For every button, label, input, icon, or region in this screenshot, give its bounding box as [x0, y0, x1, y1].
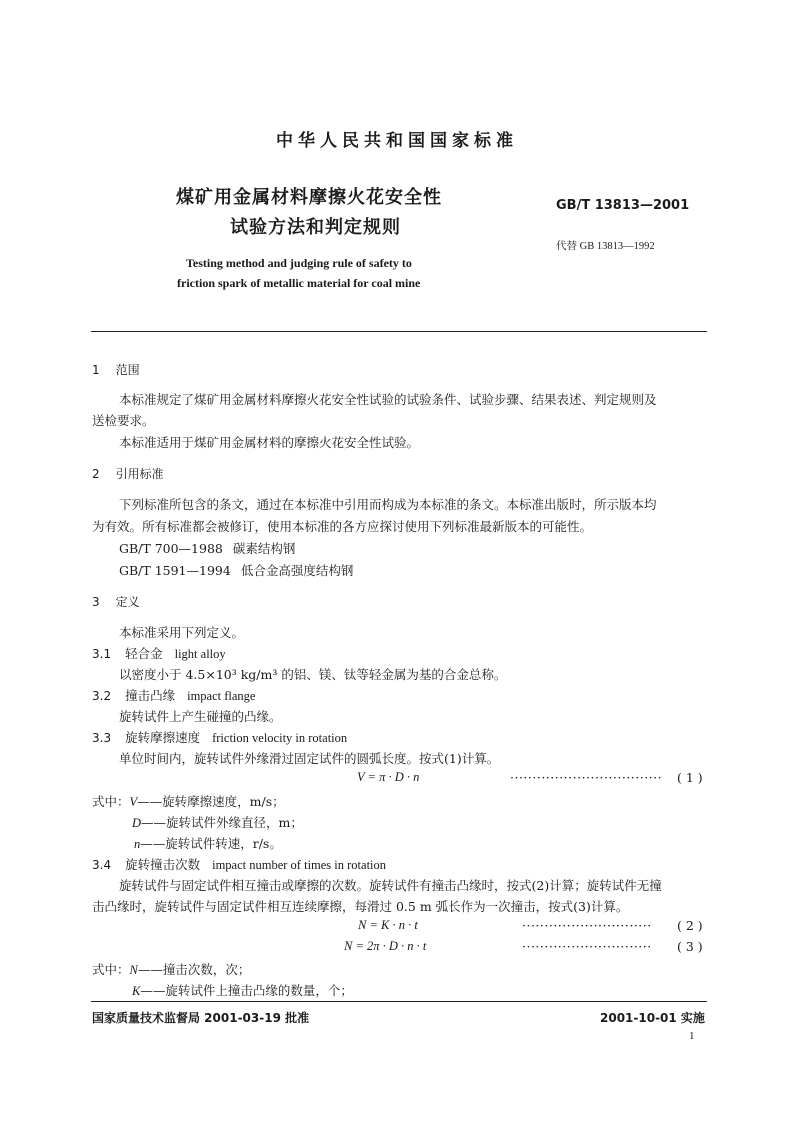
definition-3-4-heading: [92, 855, 386, 873]
dash: ——: [140, 983, 166, 998]
dash: ——: [141, 815, 167, 830]
definition-number: 3.3: [92, 731, 112, 745]
symbol-description: 撞击次数，次；: [162, 962, 251, 977]
symbol: D: [132, 816, 142, 830]
where-line: [132, 813, 303, 831]
paragraph: 本标准规定了煤矿用金属材料摩擦火花安全性试验的试验条件、试验步骤、结果表述、判定规则及: [119, 392, 657, 407]
where-line: [132, 981, 353, 999]
national-standard-title: 中华人民共和国国家标准: [276, 131, 518, 151]
section-title: 范围: [115, 363, 140, 377]
equation-3-number: ( 3 ): [677, 939, 703, 954]
dash: ——: [137, 794, 163, 809]
where-prefix: 式中：: [92, 962, 130, 977]
reference-name: 碳素结构钢: [232, 541, 296, 556]
equation-leader: ··································: [510, 770, 663, 785]
symbol-description: 旋转试件外缘直径，m；: [166, 815, 303, 830]
footer-divider: [91, 1001, 707, 1002]
paragraph-cont: 送检要求。: [92, 413, 155, 428]
section-title: 定义: [115, 595, 140, 609]
section-1-heading: [92, 361, 140, 378]
where-line: [92, 960, 250, 978]
english-title-line2: friction spark of metallic material for coal mine: [177, 276, 421, 290]
approval-line: 国家质量技术监督局 2001-03-19 批准: [92, 1011, 310, 1025]
symbol-description: 旋转试件上撞击凸缘的数量，个；: [165, 983, 353, 998]
definition-term-en: light alloy: [174, 647, 226, 661]
paragraph: 旋转试件与固定试件相互撞击或摩擦的次数。旋转试件有撞击凸缘时，按式(2)计算；旋转试件无撞: [119, 878, 662, 893]
definition-number: 3.1: [92, 647, 112, 661]
section-3-heading: [92, 593, 140, 610]
header-divider: [91, 331, 707, 332]
definition-term-en: impact number of times in rotation: [212, 858, 387, 872]
symbol: K: [132, 984, 141, 998]
equation-3: N = 2π · D · n · t: [344, 939, 427, 953]
equation-leader: ·····························: [522, 939, 652, 954]
document-title-line2: 试验方法和判定规则: [230, 217, 401, 238]
paragraph-cont: 为有效。所有标准都会被修订，使用本标准的各方应探讨使用下列标准最新版本的可能性。: [92, 519, 593, 534]
reference-code: GB/T 700—1988: [119, 541, 223, 556]
paragraph-cont: 击凸缘时，旋转试件与固定试件相互连续摩擦，每滑过 0.5 m 弧长作为一次撞击，按式(3)计算。: [92, 899, 629, 914]
paragraph: 旋转试件上产生碰撞的凸缘。: [119, 709, 282, 724]
paragraph: 本标准适用于煤矿用金属材料的摩擦火花安全性试验。: [119, 435, 420, 450]
paragraph: 单位时间内，旋转试件外缘滑过固定试件的圆弧长度。按式(1)计算。: [119, 751, 500, 766]
section-2-heading: [92, 465, 164, 482]
definition-number: 3.2: [92, 689, 112, 703]
equation-1: V = π · D · n: [357, 770, 420, 784]
definition-term-en: impact flange: [187, 689, 256, 703]
implementation-date: 2001-10-01 实施: [600, 1011, 705, 1025]
replaces-standard: 代替 GB 13813—1992: [556, 241, 655, 252]
equation-2: N = K · n · t: [358, 918, 418, 932]
paragraph: 下列标准所包含的条文，通过在本标准中引用而构成为本标准的条文。本标准出版时，所示版本均: [119, 497, 657, 512]
english-title-line1: Testing method and judging rule of safety to: [186, 256, 412, 270]
paragraph: 本标准采用下列定义。: [119, 625, 245, 640]
where-line: [134, 834, 282, 852]
symbol: n: [134, 837, 141, 851]
where-prefix: 式中：: [92, 794, 130, 809]
symbol: V: [129, 795, 138, 809]
reference-name: 低合金高强度结构钢: [240, 563, 354, 578]
definition-term-cn: 轻合金: [125, 646, 163, 661]
definition-3-1-heading: [92, 644, 226, 662]
section-number: 2: [92, 467, 100, 481]
definition-number: 3.4: [92, 858, 112, 872]
definition-term-cn: 旋转撞击次数: [125, 857, 201, 872]
reference-item: [119, 561, 353, 579]
definition-3-2-heading: [92, 686, 255, 704]
standard-number: GB/T 13813—2001: [556, 198, 690, 213]
equation-1-number: ( 1 ): [677, 770, 703, 785]
definition-term-cn: 撞击凸缘: [125, 688, 176, 703]
symbol: N: [129, 963, 138, 977]
document-title-line1: 煤矿用金属材料摩擦火花安全性: [176, 187, 442, 208]
definition-term-en: friction velocity in rotation: [212, 731, 348, 745]
page-number: 1: [689, 1030, 695, 1042]
equation-leader: ·····························: [522, 918, 652, 933]
reference-code: GB/T 1591—1994: [119, 563, 231, 578]
section-number: 1: [92, 363, 100, 377]
section-number: 3: [92, 595, 100, 609]
symbol-description: 旋转试件转速，r/s。: [165, 836, 282, 851]
definition-term-cn: 旋转摩擦速度: [125, 730, 201, 745]
definition-3-3-heading: [92, 728, 347, 746]
dash: ——: [140, 836, 166, 851]
section-title: 引用标准: [115, 467, 164, 481]
reference-item: [119, 539, 295, 557]
paragraph: 以密度小于 4.5×10³ kg/m³ 的铝、镁、钛等轻金属为基的合金总称。: [119, 667, 507, 682]
dash: ——: [137, 962, 163, 977]
where-line: [92, 792, 285, 810]
equation-2-number: ( 2 ): [677, 918, 703, 933]
symbol-description: 旋转摩擦速度，m/s；: [162, 794, 285, 809]
